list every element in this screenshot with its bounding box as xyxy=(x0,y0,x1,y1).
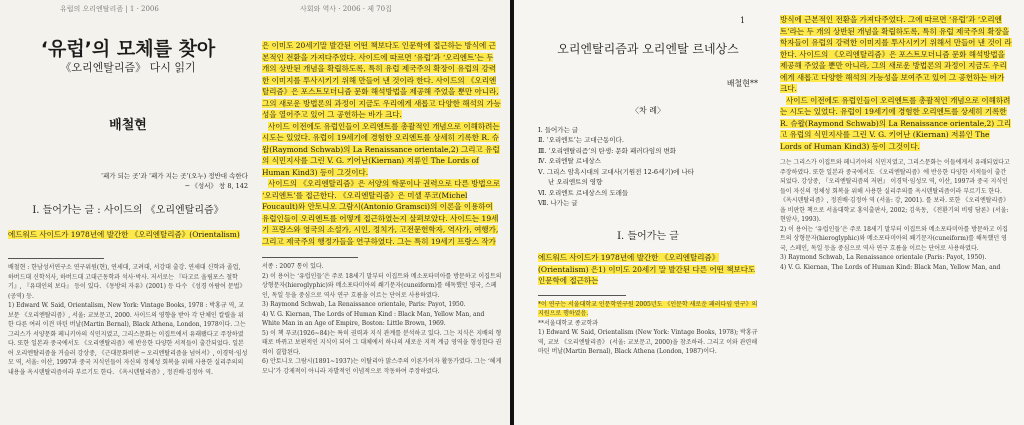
right-footnote-1: 1) Edward W. Said, Orientalism (New York: Vintage Books, 1978); 박홍규 역, 교보 《오리엔탈리즘》 (서울: 교보문고, 2000)을 참조하라. 그리고 이와 관련해 마틴 버날(Martin Bernal), Black Athena (London, 1987)이다. xyxy=(538,329,758,355)
article-title: ‘유럽’의 모체를 찾아 xyxy=(40,38,216,60)
toc-item: Ⅲ. ‘오리엔탈리즘’의 탄생: 문화 패러다임의 변화 xyxy=(538,146,677,155)
left-page-right-column xyxy=(262,40,502,376)
right-scanned-page xyxy=(514,0,1024,425)
section-heading: Ⅰ. 들어가는 글 : 사이드의 《오리엔탈리즘》 xyxy=(32,205,224,216)
toc-item: Ⅳ. 오리엔탈 르네상스 xyxy=(538,157,601,165)
epigraph-line-2: ─ 《성서》 창 8, 142 xyxy=(185,182,248,190)
article-author: 배철현 xyxy=(109,117,147,133)
toc-heading: 〈차 례〉 xyxy=(631,106,665,115)
right-body-mid: 사이드 이전에도 유럽인들이 오리엔트를 총괄적인 개념으로 이해하려는 시도는 있었다. 유럽이 19세기에 경험한 오리엔트를 상세히 기록한 R. 슈왑(Raymond Schwab)의 La Renaissance orientale,2) 그리고 유럽의 식민지사를 그린 V. G. 키어난 (Kiernan) 저류인 The Lords of Human Kind3) 등이 그것이다. xyxy=(780,95,1012,151)
body-paragraph-1: 은 이미도 20세기말 발간된 어떤 책보다도 인문학에 접근하는 방식에 근본적인 전환을 가져다주었다. 사이드에 따르면 ‘유럽’과 ‘오리엔트’는 두 개의 상반된 개념을 확립하도록, 특히 유럽 제국주의 확장이 유럽의 강력한 이미지를 투사시키기 위해 만들어 낸 것이라 한다. 사이드의 《오리엔탈리즘》은 포스트모더니즘 문화 해석방법을 제공해 주었을 뿐만 아니라, 그의 새로운 방법론의 과정이 지금도 우리에게 새롭고 다양한 해석의 가능성을 열어주고 있어 그 공헌하는 바가 크다. xyxy=(262,41,501,119)
author-note: 배철현 : 한남성서연구소 연구위원(현), 연세대, 고려대, 서강대 출강. 연세대 신학과 졸업, 하버드대 신학석사, 하버드대 고대근동학과 석사·박사. 저서로는 『타고르 올림포스 철학기』, 『유대인의 보다』 등이 있다. 《동방의 자유》(2001) 등 다수 《성경 아람어 문법》(공역) 등. xyxy=(8,264,246,300)
right-page-left-column xyxy=(538,44,758,357)
funding-note: *이 연구는 서울대학교 인문학연구원 2005년도 《인문학 새로운 패러다임 연구》의 지원으로 행하였음. xyxy=(538,300,758,317)
right-footnote-3: 3) Raymond Schwab, La Renaissance orientale (Paris: Payot, 1950). xyxy=(780,254,987,261)
footnote-2: 2) 이 용어는 ‘유럽인들’은 주로 18세기 말부터 이집트와 메소포타미아를 방문하고 이집트의 상형문자(hieroglyphic)와 메소포타미아의 쐐기문자(cuneiform)를 해독했던 영국, 스페인, 독일 등을 중심으로 역사 연구 흐름을 이르는 단어로 사용하였다. xyxy=(262,272,502,299)
left-page-left-column xyxy=(8,16,248,377)
highlighted-lead-sentence: 에드워드 사이드가 1978년에 발간한 《오리엔탈리즘》(Orientalism) xyxy=(8,229,240,239)
footnote-6: 6) 안토니오 그람시(1891~1937)는 이탈리아 맑스주의 이론가이자 활동가였다. 그는 ‘헤게모니’가 강제적이 아니라 자발적인 이념적으로 작동하여 주장하였다. xyxy=(262,358,502,375)
footnote-3: 3) Raymond Schwab, La Renaissance orientale, Paris: Payot, 1950. xyxy=(262,301,466,308)
right-highlighted-lead: 에드워드 사이드가 1978년에 발간한 《오리엔탈리즘》(Orientalism) 은1) 이미도 20세기 말 발간된 다른 어떤 책보다도 인문학에 접근하는 xyxy=(538,253,756,285)
right-page-right-column xyxy=(780,14,1012,272)
footnote-5: 5) 이 책 푸코(1926~84)는 특히 권력과 지식 관계를 분석하고 있다. 그는 지식은 지배의 형태로 바뀌고 보편적인 지식이 되어 그 대체에서 하나의 새로운 지적 계급 영역을 형성한다 권력이 결합된다. xyxy=(262,329,502,356)
footnote-rule-2 xyxy=(262,257,358,258)
table-of-contents xyxy=(538,125,758,209)
article-subtitle: 《오리엔탈리즘》 다시 읽기 xyxy=(60,61,196,74)
body-paragraph-2: 사이드 이전에도 유럽인들이 오리엔트를 총괄적인 개념으로 이해하려는 시도는 있었다. 유럽이 19세기에 경험한 오리엔트를 상세히 기록한 R. 슈왑(Raymond Schwab)의 La Renaissance orientale,2) 그리고 유럽의 식민지사를 그린 V. G. 키어난(Kiernan) 저류인 The Lords of Human Kind3) 등이 그것이다. xyxy=(262,121,500,177)
left-running-head-right: 사회와 역사 · 2006 · 제 70집 xyxy=(300,5,392,13)
left-running-head: 유럽의 오리엔탈리즘 | 1 · 2006 xyxy=(60,5,159,13)
toc-item: Ⅵ. 오리엔트 르네상스의 도래들 xyxy=(538,188,629,197)
page-number: 1 xyxy=(740,16,746,25)
toc-item: 난 오리엔트의 영향 xyxy=(548,178,603,186)
footnote-1: 1) Edward W. Said, Orientalism, New York: Vintage Books, 1978 : 박홍규 역, 교보문 《오리엔탈리즘》, 서울: 교보문고, 2000. 사이드의 영향을 받아 각 단체인 칼릴을 위한 다른 여러 이견 마틴 버날(Martin Bernal), Black Athena, London, 1978이다. 그는 그리스가 서양문화 페니키아의 식민지였고, 그리스문화는 이집트에서 유래됐다고 주장하였다. 또한 일본과 중국에서도 《오리엔탈리즘》에 반응한 다양한 서적들이 출간되었다. 일본어 오리엔탈리즘을 거슬러 강상중, 《근대문화비판 ─ 오리엔탈리즘을 넘어서》, 이경덕·임성모 역, 서울: 이산, 1997과 중국 지식인들이 자신의 정체성 회복을 위해 사용한 실리주의의 내용을 옥시덴탈리즘이라 부르기도 한다. 《옥시덴탈리즘》, 정진배·김정아 역. xyxy=(8,302,248,376)
toc-item: Ⅶ. 나가는 글 xyxy=(538,199,578,207)
right-body-top: 방식에 근본적인 전환을 가져다주었다. 그에 따르면 ‘유럽’과 ‘오리엔트’라는 두 개의 상반된 개념을 확립하도록, 특히 유럽 제국주의 확장을 학자들이 유럽의 강력한 이미지를 투사시키기 위해서 만들어 낸 것이 라 한다. 사이드의 《오리엔탈리즘》은 포스트모더니즘 문화 해석방법을 제공해 주었을 뿐만 아니라, 그의 새로운 방법론의 과정이 지금도 우리에게 새롭고 다양한 해석의 가능성을 보여주고 있어 그 공헌하는 바가 크다. xyxy=(780,15,1012,93)
footnote-intro: 서종 : 2007 통이 있다. xyxy=(262,263,324,270)
left-scanned-page xyxy=(0,0,510,425)
right-footnote-2: 2) 이 용어는 ‘유럽인들’은 주로 18세기 말부터 이집트와 메소포타미아를 방문하고 이집트의 상형문자(hieroglyphic)와 메소포타미아의 쐐기문자(cuneiform)를 해독했던 영국, 스페인, 독일 등을 중심으로 역사 연구 흐름을 이르는 단어로 사용하였다. xyxy=(780,225,1008,252)
right-footnote-rule xyxy=(538,295,626,296)
footnote-4: 4) V. G. Kiernan, The Lords of Human Kind : Black Man, Yellow Man, and White Man in an Age of Empire, Boston: Little Brown, 1969. xyxy=(262,310,485,327)
footnote-rule xyxy=(8,258,104,259)
right-footnote-4: 4) V. G. Kiernan, The Lords of Human Kind: Black Man, Yellow Man, and xyxy=(780,263,1001,271)
right-article-author: 배철현** xyxy=(726,78,758,88)
right-body-lower: 그는 그리스가 이집트와 페니키아의 식민지였고, 그리스문화는 이들에게서 유래되었다고 주장하였다. 또한 일본과 중국에서도 《오리엔탈리즘》에 반응한 다양한 서적들이 출간되었다. 강상중, 『오리엔탈리즘의 저편』 이경덕·임성모 역, 이산, 1997과 중국 지식인들이 자신의 정체성 회복을 위해 사용한 실리주의를 옥시덴탈리즘이라 부르기도 한다. 《옥시덴탈리즘》, 정진배·김정아 역 (서울: 강, 2001). 를 보라. 또한 《오리엔탈리즘》을 비판한 책으로 서울대학교 홍익출판사, 2002; 김욱동, 《전환기의 비평 담론》(서울: 현암사, 1993). xyxy=(780,159,1010,223)
toc-item: Ⅰ. 들어가는 글 xyxy=(538,125,579,134)
right-section-heading: Ⅰ. 들어가는 글 xyxy=(617,230,679,242)
toc-item: Ⅱ. ‘오리엔트’는 고대근동이다. xyxy=(538,136,624,144)
affiliation-note: **서울대학교 종교학과 xyxy=(538,319,599,327)
epigraph-line-1: ‘패가 되는 곳’과 ‘패가 지는 곳’(오누) 정반대 속한다 xyxy=(100,172,248,180)
right-article-title: 오리엔탈리즘과 오리엔탈 르네상스 xyxy=(557,42,739,56)
body-paragraph-3: 사이드의 《오리엔탈리즘》은 서양의 학문이나 권력으로 다른 방법으로 ‘오리엔트’를 접근한다. 《오리엔탈리즘》은 미셀 푸코(Michel Foucault)와 안토니오 그람시(Antonio Gramsci)의 이론을 이용하여 유럽인들이 오리엔트를 어떻게 접근하였는지 살펴보았다. 사이드는 19세기 프랑스와 영국의 소설가, 시인, 정치가, 고전문헌학자, 역사가, 여행가, 그리고 제국주의 행정가들을 연구하였다. 그는 특히 19세기 프랑스 작가 xyxy=(262,179,501,246)
toc-item: Ⅴ. 그리스 암흑시대의 고대사(기원전 12-6세기)에 나타 xyxy=(538,167,695,176)
